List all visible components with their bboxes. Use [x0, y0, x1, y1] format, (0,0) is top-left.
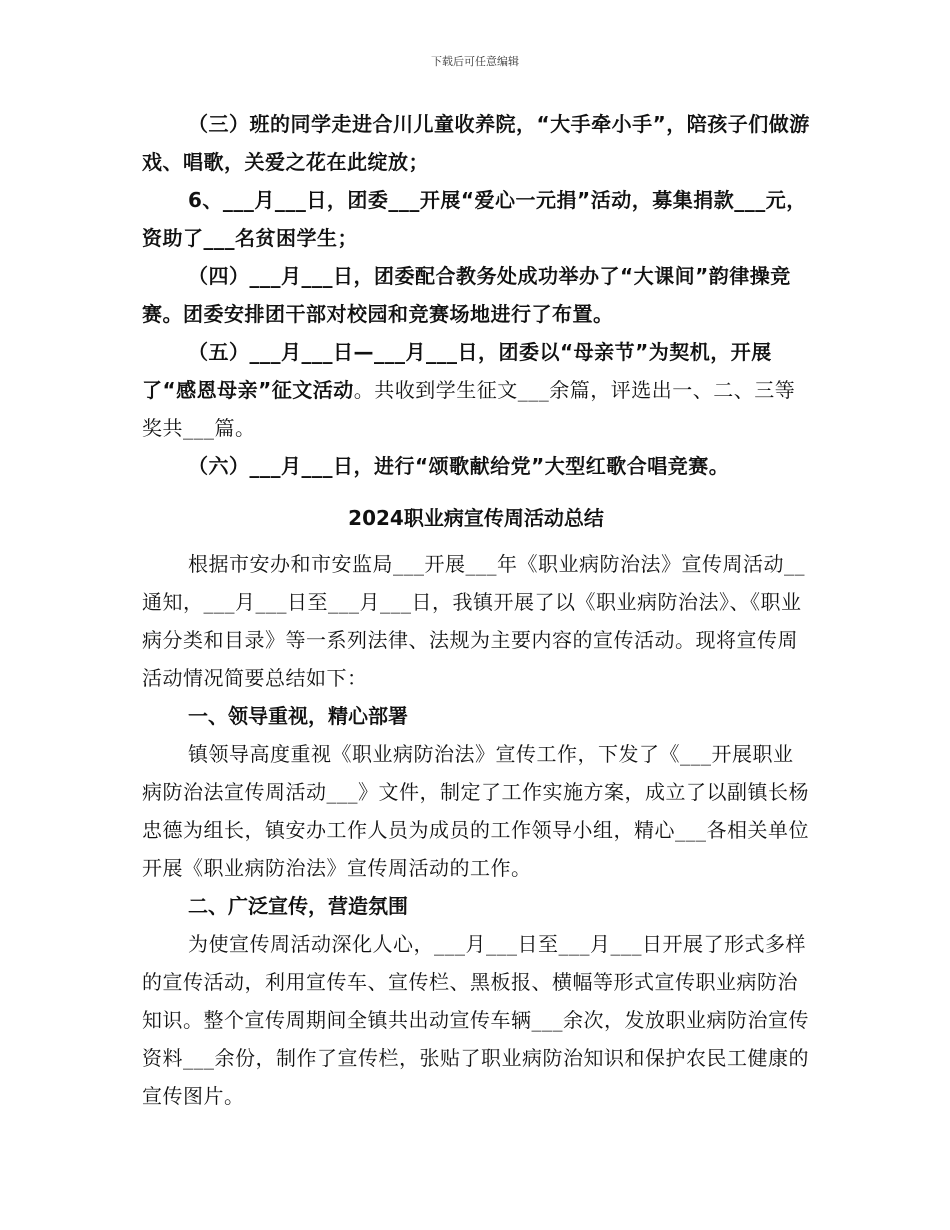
paragraph-item-six: （六）___月___日，进行“颂歌献给党”大型红歌合唱竞赛。: [188, 454, 730, 478]
section2-body: 为使宣传周活动深化人心，___月___日至___月___日开展了形式多样的宣传活动，利用宣传车、宣传栏、黑板报、横幅等形式宣传职业病防治知识。整个宣传周期间全镇共出动宣传车辆___余次，发放职业病防治宣传资料___余份，制作了宣传栏，张贴了职业病防治知识和保护农民工健康的宣传图片。: [142, 932, 809, 1108]
page-header: 下载后可任意编辑: [431, 55, 519, 68]
intro-paragraph: 根据市安办和市安监局___开展___年《职业病防治法》宣传周活动__通知，___月___日至___月___日，我镇开展了以《职业病防治法》、《职业病分类和目录》等一系列法律、法规为主要内容的宣传活动。现将宣传周活动情况简要总结如下：: [142, 552, 805, 690]
section1-body: 镇领导高度重视《职业病防治法》宣传工作，下发了《___开展职业病防治法宣传周活动___》文件，制定了工作实施方案，成立了以副镇长杨忠德为组长，镇安办工作人员为成员的工作领导小组，精心___各相关单位开展《职业病防治法》宣传周活动的工作。: [142, 742, 809, 880]
document-body: [142, 105, 810, 1115]
section2-heading: 二、广泛宣传，营造氛围: [188, 894, 408, 918]
paragraph-item-five: [142, 333, 810, 447]
paragraph-item-four: （四）___月___日，团委配合教务处成功举办了“大课间”韵律操竞赛。团委安排团干部对校园和竞赛场地进行了布置。: [142, 264, 791, 326]
paragraph-item-five-normal: 。共收到学生征文___余篇，评选出一、二、三等奖共___篇。: [142, 378, 796, 440]
section1-heading: 一、领导重视，精心部署: [188, 704, 408, 728]
paragraph-item-five-bold: （五）___月___日—___月___日，团委以“母亲节”为契机，开展了“感恩母亲”征文活动: [142, 340, 772, 402]
paragraph-item-6: 6、___月___日，团委___开展“爱心一元捐”活动，募集捐款___元，资助了___名贫困学生；: [142, 188, 807, 250]
paragraph-class-three: （三）班的同学走进合川儿童收养院，“大手牵小手”，陪孩子们做游戏、唱歌，关爱之花在此绽放；: [142, 112, 810, 174]
document-title: 2024职业病宣传周活动总结: [348, 506, 604, 530]
